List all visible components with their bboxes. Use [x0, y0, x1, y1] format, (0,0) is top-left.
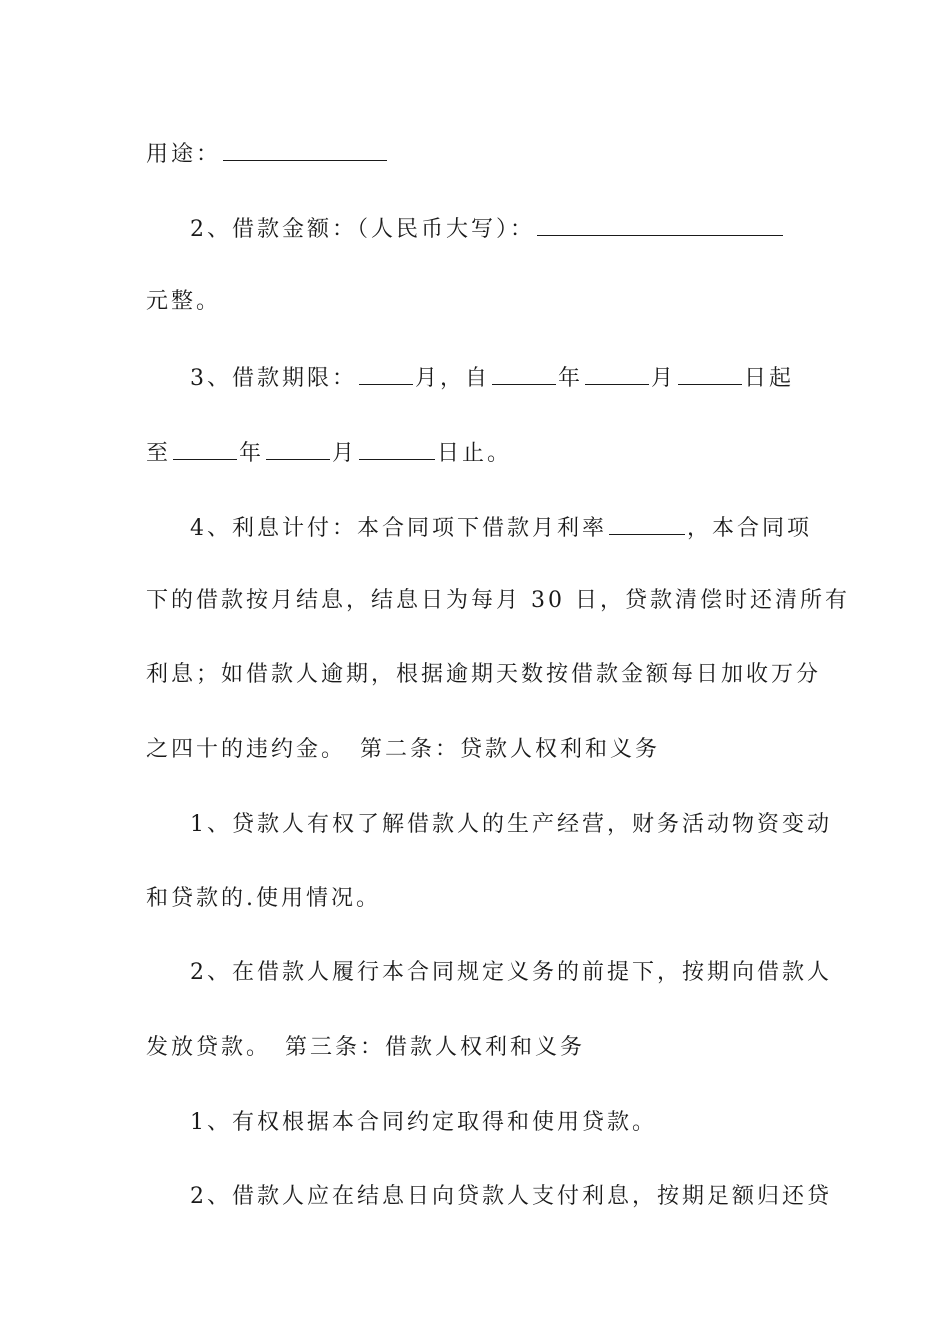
purpose-blank[interactable] [223, 138, 387, 161]
paragraph-line: 1、贷款人有权了解借款人的生产经营，财务活动物资变动 [190, 812, 832, 837]
article-2-heading: 第二条：贷款人权利和义务 [360, 737, 661, 762]
loan-amount-label: 2、借款金额：（人民币大写）： [190, 217, 535, 242]
loan-amount-line [190, 213, 806, 245]
start-year-blank[interactable] [492, 362, 556, 385]
start-day-blank[interactable] [678, 362, 742, 385]
loan-amount-suffix: 元整。 [146, 289, 222, 314]
paragraph-line: 1、有权根据本合同约定取得和使用贷款。 [190, 1110, 657, 1135]
interest-label: 4、利息计付：本合同项下借款月利率 [190, 516, 607, 541]
loan-amount-blank[interactable] [537, 213, 783, 236]
monthly-rate-blank[interactable] [609, 512, 685, 535]
start-month-blank[interactable] [585, 362, 649, 385]
purpose-line [146, 138, 806, 170]
end-month-blank[interactable] [266, 437, 330, 460]
paragraph-line: 2、借款人应在结息日向贷款人支付利息，按期足额归还贷 [190, 1184, 832, 1209]
paragraph-line: 2、在借款人履行本合同规定义务的前提下，按期向借款人 [190, 960, 832, 985]
interest-line: 4、利息计付：本合同项下借款月利率 ，本合同项 [190, 512, 806, 544]
loan-term-line: 3、借款期限： 月，自 年 月 日起 [190, 362, 806, 394]
loan-term-label: 3、借款期限： [190, 366, 357, 391]
paragraph-line: 下的借款按月结息，结息日为每月 30 日，贷款清偿时还清所有 [146, 588, 850, 613]
article-3-heading: 第三条：借款人权利和义务 [285, 1035, 586, 1060]
end-day-blank[interactable] [359, 437, 435, 460]
paragraph-line: 利息；如借款人逾期，根据逾期天数按借款金额每日加收万分 [146, 662, 822, 687]
term-months-blank[interactable] [359, 362, 413, 385]
loan-term-end-line: 至 年 月 日止。 [146, 437, 806, 469]
paragraph-line: 和贷款的.使用情况。 [146, 886, 381, 911]
paragraph-line: 发放贷款。 第三条：借款人权利和义务 [146, 1035, 586, 1060]
end-year-blank[interactable] [173, 437, 237, 460]
paragraph-line: 之四十的违约金。 第二条：贷款人权利和义务 [146, 737, 661, 762]
purpose-label: 用途： [146, 142, 222, 167]
